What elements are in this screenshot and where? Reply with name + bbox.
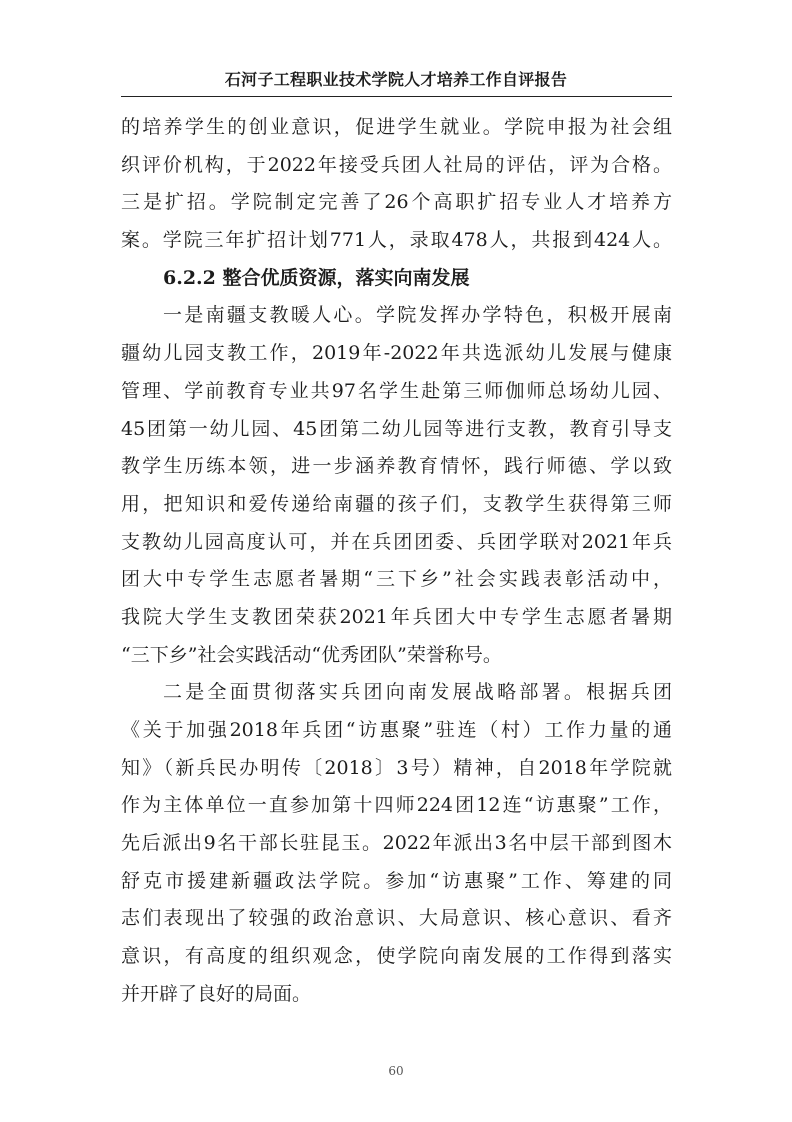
body-line: 作为主体单位一直参加第十四师224团12连“访惠聚”工作， [121,794,672,817]
body-line: 团大中专学生志愿者暑期“三下乡”社会实践表彰活动中， [121,568,672,591]
section-heading: 6.2.2 整合优质资源，落实向南发展 [163,266,470,289]
paragraph-continuation [121,109,672,260]
body-line: 二是全面贯彻落实兵团向南发展战略部署。根据兵团 [163,681,672,704]
body-line: 并开辟了良好的局面。 [121,982,312,1005]
body-line: 支教幼儿园高度认可，并在兵团团委、兵团学联对2021年兵 [121,530,672,553]
body-line: “三下乡”社会实践活动“优秀团队”荣誉称号。 [121,643,502,666]
body-line: 三是扩招。学院制定完善了26个高职扩招专业人才培养方 [121,191,672,214]
running-header: 石河子工程职业技术学院人才培养工作自评报告 [224,70,568,89]
body-line: 教学生历练本领，进一步涵养教育情怀，践行师德、学以致 [121,455,672,478]
paragraph-southern-xinjiang-teaching [121,297,672,674]
body-line: 一是南疆支教暖人心。学院发挥办学特色，积极开展南 [163,304,672,327]
body-text [121,109,672,1014]
body-line: 志们表现出了较强的政治意识、大局意识、核心意识、看齐 [121,907,672,930]
body-line: 我院大学生支教团荣获2021年兵团大中专学生志愿者暑期 [121,605,672,628]
body-line: 知》（新兵民办明传〔2018〕3号）精神，自2018年学院就 [121,756,672,779]
body-line: 织评价机构，于2022年接受兵团人社局的评估，评为合格。 [121,153,672,176]
body-line: 疆幼儿园支教工作，2019年-2022年共选派幼儿发展与健康 [121,342,672,365]
body-line: 管理、学前教育专业共97名学生赴第三师伽师总场幼儿园、 [121,379,672,402]
body-line: 45团第一幼儿园、45团第二幼儿园等进行支教，教育引导支 [121,417,672,440]
paragraph-southward-development [121,674,672,1013]
body-line: 意识，有高度的组织观念，使学院向南发展的工作得到落实 [121,945,672,968]
body-line: 案。学院三年扩招计划771人，录取478人，共报到424人。 [121,229,672,252]
body-line: 《关于加强2018年兵团“访惠聚”驻连（村）工作力量的通 [121,719,672,741]
body-line: 的培养学生的创业意识，促进学生就业。学院申报为社会组 [121,116,672,138]
body-line: 舒克市援建新疆政法学院。参加“访惠聚”工作、筹建的同 [121,869,672,892]
body-line: 用，把知识和爱传递给南疆的孩子们，支教学生获得第三师 [121,492,672,515]
header-rule [121,96,672,97]
page-number: 60 [388,1064,404,1078]
body-line: 先后派出9名干部长驻昆玉。2022年派出3名中层干部到图木 [121,832,672,855]
